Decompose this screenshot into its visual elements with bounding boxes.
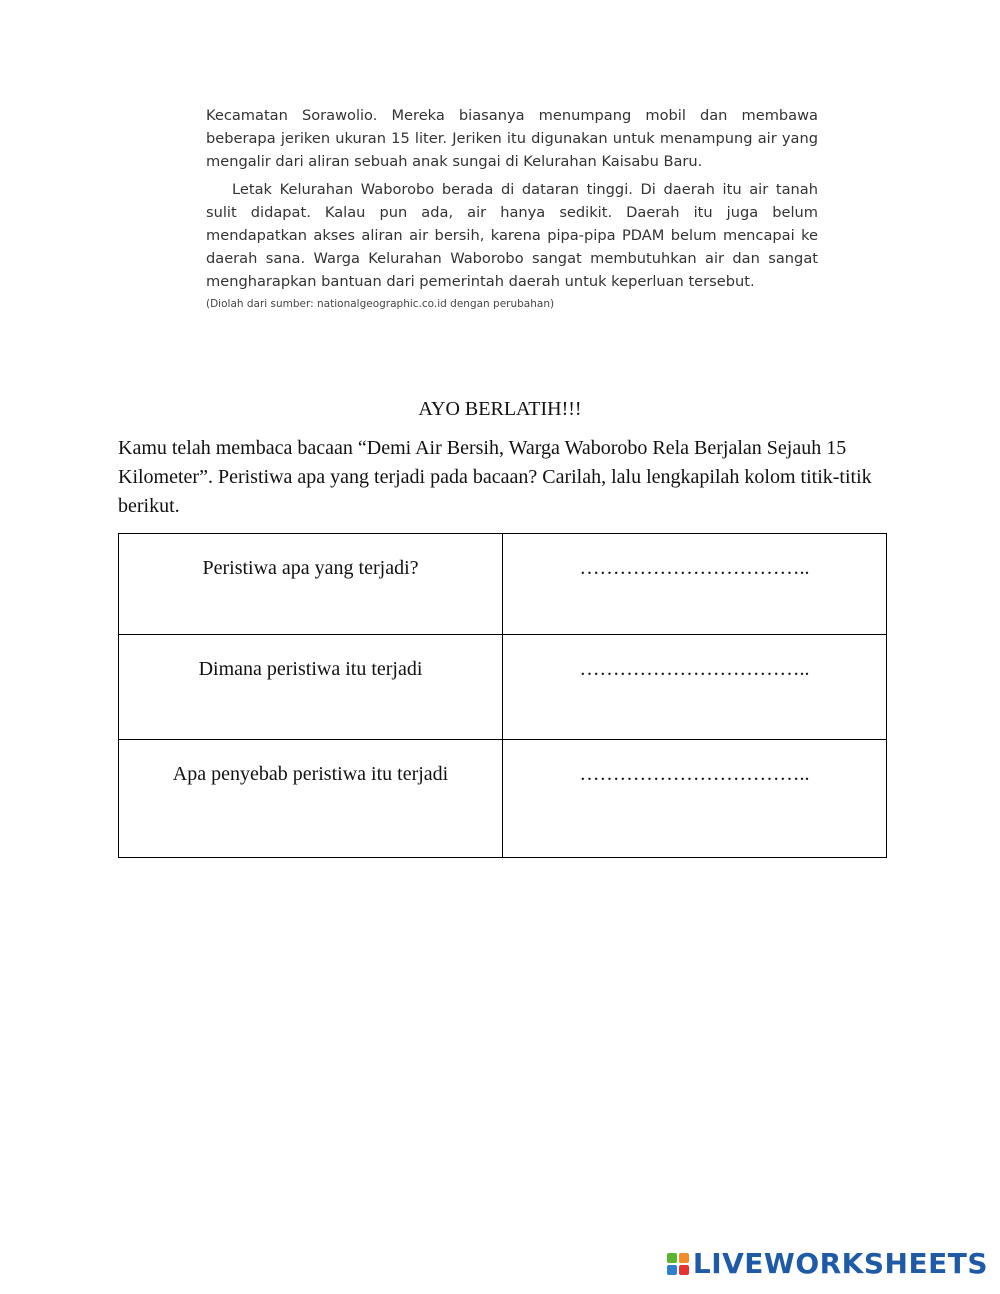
- liveworksheets-logo: [667, 1247, 988, 1280]
- logo-block-v: [667, 1265, 677, 1275]
- question-cell: Peristiwa apa yang terjadi?: [119, 534, 503, 635]
- answer-cell[interactable]: ……………………………..: [503, 635, 887, 740]
- question-cell: Apa penyebab peristiwa itu terjadi: [119, 740, 503, 858]
- section-heading: AYO BERLATIH!!!: [418, 398, 582, 420]
- excerpt-paragraph-2: Letak Kelurahan Waborobo berada di dataran tinggi. Di daerah itu air tanah sulit didapat. Kalau pun ada, air hanya sedikit. Daerah itu juga belum mendapatkan akses aliran air bersih, karena pipa-pipa PDAM belum mencapai ke daerah sana. Warga Kelurahan Waborobo sangat membutuhkan air dan sangat mengharapkan bantuan dari pemerintah daerah untuk keperluan tersebut.: [206, 180, 818, 291]
- logo-blocks-icon: [667, 1253, 689, 1275]
- instruction-text: Kamu telah membaca bacaan “Demi Air Bersih, Warga Waborobo Rela Berjalan Sejauh 15 Kilometer”. Peristiwa apa yang terjadi pada bacaan? Carilah, lalu lengkapilah kolom titik-titik berikut.: [118, 437, 872, 517]
- reading-excerpt: [206, 104, 818, 312]
- logo-text: LIVEWORKSHEETS: [692, 1247, 988, 1280]
- question-cell: Dimana peristiwa itu terjadi: [119, 635, 503, 740]
- logo-block-l: [667, 1253, 677, 1263]
- table-row: [119, 534, 887, 635]
- excerpt-source: (Diolah dari sumber: nationalgeographic.co.id dengan perubahan): [206, 297, 555, 310]
- logo-block-e: [679, 1265, 689, 1275]
- table-row: [119, 740, 887, 858]
- answer-table: [118, 533, 887, 858]
- excerpt-paragraph-1: Kecamatan Sorawolio. Mereka biasanya menumpang mobil dan membawa beberapa jeriken ukuran 15 liter. Jeriken itu digunakan untuk menampung air yang mengalir dari aliran sebuah anak sungai di Kelurahan Kaisabu Baru.: [206, 107, 818, 171]
- table-row: [119, 635, 887, 740]
- answer-cell[interactable]: ……………………………..: [503, 740, 887, 858]
- answer-cell[interactable]: ……………………………..: [503, 534, 887, 635]
- logo-block-i: [679, 1253, 689, 1263]
